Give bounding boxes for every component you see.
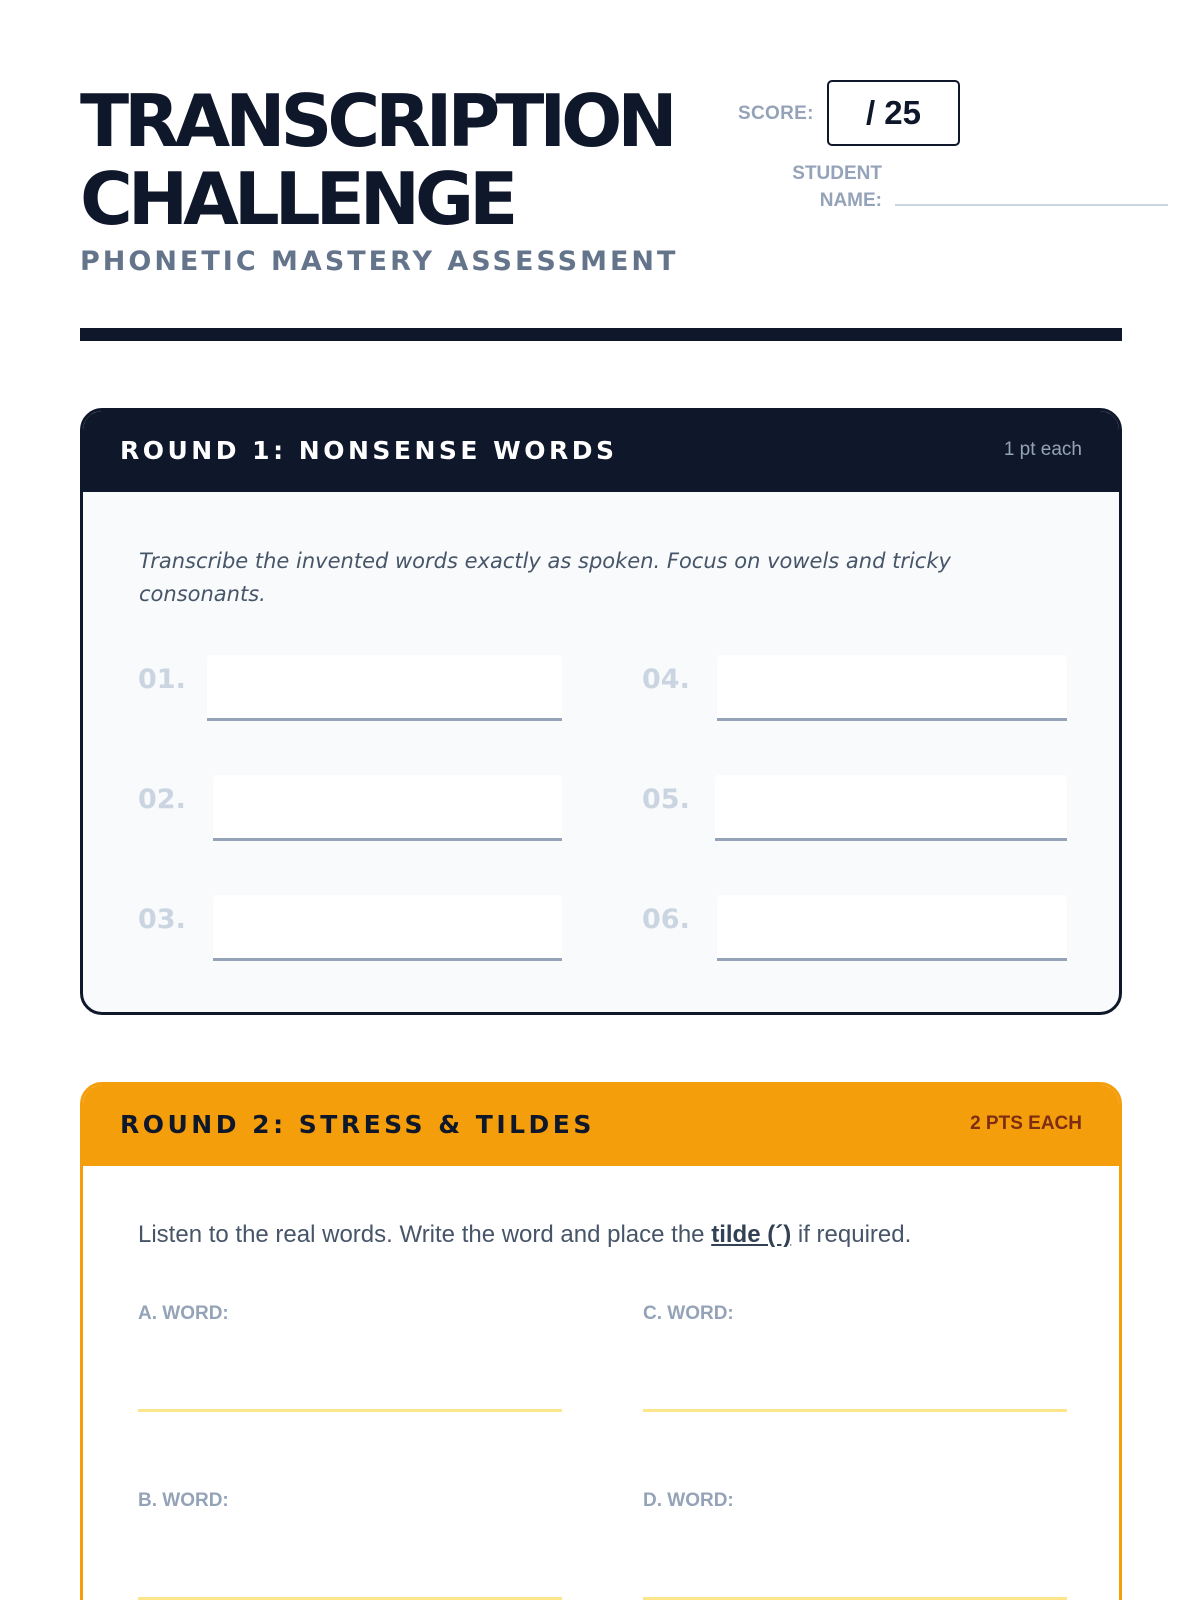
round-1-title: ROUND 1: NONSENSE WORDS — [120, 435, 618, 465]
score-value: / 25 — [865, 94, 922, 131]
answer-field-05[interactable] — [715, 775, 1067, 841]
word-label-b: B. WORD: — [138, 1490, 229, 1511]
answer-field-01[interactable] — [207, 655, 562, 721]
answer-field-02[interactable] — [213, 775, 562, 841]
item-number: 05. — [642, 784, 690, 815]
item-number: 04. — [642, 664, 690, 695]
student-name-label — [760, 160, 882, 214]
word-label-d: D. WORD: — [643, 1490, 734, 1511]
round-1-header — [80, 408, 1122, 492]
tilde-highlight: tilde (´) — [711, 1221, 792, 1248]
item-number: 02. — [138, 784, 186, 815]
score-label: SCORE: — [738, 103, 814, 124]
word-label-a: A. WORD: — [138, 1303, 229, 1324]
round-1-instructions: Transcribe the invented words exactly as spoken. Focus on vowels and tricky consonants. — [139, 549, 951, 606]
item-number: 01. — [138, 664, 186, 695]
word-field-c[interactable] — [643, 1409, 1067, 1412]
item-number: 06. — [642, 904, 690, 935]
student-label-line-1: STUDENT — [792, 163, 882, 184]
round-1-points: 1 pt each — [1003, 439, 1082, 460]
student-name-field[interactable] — [895, 204, 1168, 206]
round-2-title: ROUND 2: STRESS & TILDES — [120, 1109, 595, 1139]
score-box[interactable] — [827, 80, 960, 146]
word-label-c: C. WORD: — [643, 1303, 734, 1324]
student-label-line-2: NAME: — [819, 190, 882, 211]
item-number: 03. — [138, 904, 186, 935]
title-line-2: CHALLENGE — [80, 157, 514, 241]
round-2-header — [80, 1082, 1122, 1166]
round-2-panel — [80, 1082, 1122, 1600]
round-1-panel — [80, 408, 1122, 1015]
round-2-instructions — [138, 1221, 1068, 1249]
answer-field-04[interactable] — [717, 655, 1067, 721]
instruction-text-end: if required. — [797, 1221, 912, 1248]
page-subtitle: PHONETIC MASTERY ASSESSMENT — [80, 246, 679, 277]
page-title — [80, 79, 673, 241]
answer-field-03[interactable] — [213, 895, 562, 961]
word-field-a[interactable] — [138, 1409, 562, 1412]
instruction-text: Listen to the real words. Write the word and place the — [138, 1221, 705, 1248]
header-divider — [80, 328, 1122, 341]
round-2-points: 2 PTS EACH — [970, 1113, 1082, 1134]
answer-field-06[interactable] — [717, 895, 1067, 961]
title-line-1: TRANSCRIPTION — [80, 79, 673, 163]
